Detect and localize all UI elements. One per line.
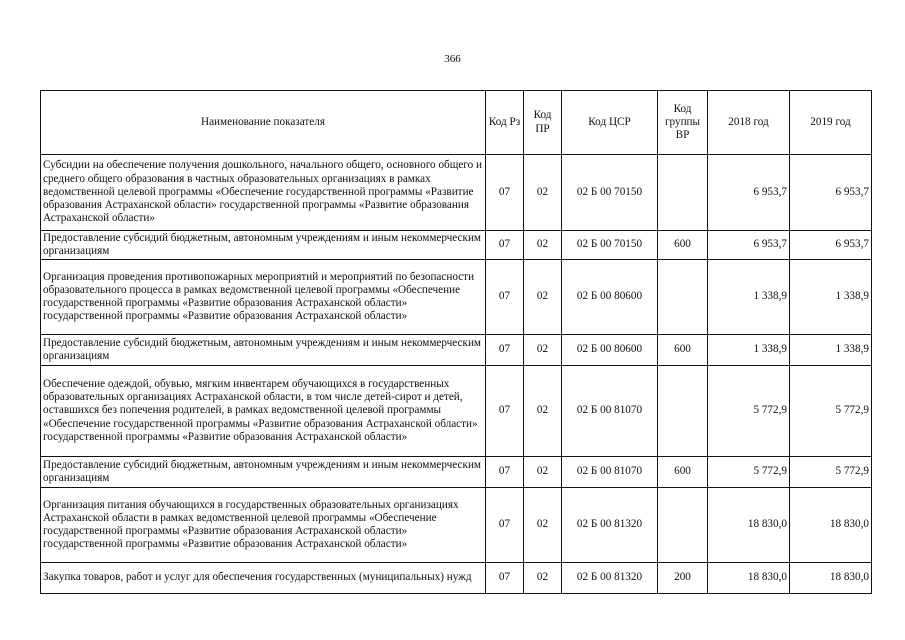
row-pr: 02	[524, 563, 562, 594]
row-rz: 07	[486, 457, 524, 488]
row-2018: 1 338,9	[708, 260, 790, 335]
row-name: Обеспечение одеждой, обувью, мягким инвентарем обучающихся в государственных образовательных организациях Астраханской области, в том числе детей-сирот и детей, оставшихся без попечения родителей, в рамках ведомственной целевой программы «Обеспечение государственной программы «Развитие образования Астраханской области» государственной программы «Развитие образования Астраханской области»	[41, 366, 486, 457]
row-csr: 02 Б 00 81320	[562, 563, 658, 594]
table-row	[41, 563, 872, 594]
row-2019: 5 772,9	[790, 366, 872, 457]
row-pr: 02	[524, 488, 562, 563]
row-csr: 02 Б 00 70150	[562, 155, 658, 231]
row-csr: 02 Б 00 80600	[562, 335, 658, 366]
row-2018: 5 772,9	[708, 457, 790, 488]
row-vr: 600	[658, 231, 708, 260]
row-vr	[658, 366, 708, 457]
header-pr: Код ПР	[524, 91, 562, 155]
row-pr: 02	[524, 335, 562, 366]
row-2019: 1 338,9	[790, 260, 872, 335]
row-csr: 02 Б 00 81320	[562, 488, 658, 563]
row-csr: 02 Б 00 81070	[562, 457, 658, 488]
row-vr	[658, 488, 708, 563]
header-vr: Код группы ВР	[658, 91, 708, 155]
row-pr: 02	[524, 260, 562, 335]
row-2019: 18 830,0	[790, 563, 872, 594]
row-vr	[658, 155, 708, 231]
row-name: Предоставление субсидий бюджетным, автономным учреждениям и иным некоммерческим организациям	[41, 457, 486, 488]
row-csr: 02 Б 00 81070	[562, 366, 658, 457]
row-vr: 600	[658, 335, 708, 366]
table-row	[41, 457, 872, 488]
row-pr: 02	[524, 155, 562, 231]
header-2019: 2019 год	[790, 91, 872, 155]
row-2018: 1 338,9	[708, 335, 790, 366]
row-csr: 02 Б 00 70150	[562, 231, 658, 260]
table-header-row	[41, 91, 872, 155]
budget-table	[40, 90, 872, 594]
table-row	[41, 488, 872, 563]
page-number: 366	[444, 53, 461, 65]
row-2019: 1 338,9	[790, 335, 872, 366]
header-rz: Код Рз	[486, 91, 524, 155]
table-row	[41, 366, 872, 457]
table-row	[41, 335, 872, 366]
row-pr: 02	[524, 457, 562, 488]
row-csr: 02 Б 00 80600	[562, 260, 658, 335]
row-vr	[658, 260, 708, 335]
row-2018: 6 953,7	[708, 231, 790, 260]
row-2019: 6 953,7	[790, 231, 872, 260]
row-name: Организация проведения противопожарных мероприятий и мероприятий по безопасности образовательного процесса в рамках ведомственной целевой программы «Обеспечение государственной программы «Развитие образования Астраханской области» государственной программы «Развитие образования Астраханской области»	[41, 260, 486, 335]
row-vr: 600	[658, 457, 708, 488]
header-csr: Код ЦСР	[562, 91, 658, 155]
row-2018: 6 953,7	[708, 155, 790, 231]
row-rz: 07	[486, 563, 524, 594]
row-name: Субсидии на обеспечение получения дошкольного, начального общего, основного общего и среднего общего образования в частных образовательных организациях в рамках ведомственной целевой программы «Обеспечение государственной программы «Развитие образования Астраханской области» государственной программы «Развитие образования Астраханской области»	[41, 155, 486, 231]
row-rz: 07	[486, 231, 524, 260]
row-2018: 5 772,9	[708, 366, 790, 457]
table-row	[41, 231, 872, 260]
row-name: Предоставление субсидий бюджетным, автономным учреждениям и иным некоммерческим организациям	[41, 231, 486, 260]
row-2019: 6 953,7	[790, 155, 872, 231]
row-rz: 07	[486, 488, 524, 563]
row-rz: 07	[486, 155, 524, 231]
row-vr: 200	[658, 563, 708, 594]
table-row	[41, 260, 872, 335]
header-name: Наименование показателя	[41, 91, 486, 155]
row-rz: 07	[486, 335, 524, 366]
row-pr: 02	[524, 231, 562, 260]
row-name: Организация питания обучающихся в государственных образовательных организациях Астраханской области в рамках ведомственной целевой программы «Обеспечение государственной программы «Развитие образования Астраханской области» государственной программы «Развитие образования Астраханской области»	[41, 488, 486, 563]
row-2018: 18 830,0	[708, 488, 790, 563]
row-2019: 5 772,9	[790, 457, 872, 488]
row-name: Предоставление субсидий бюджетным, автономным учреждениям и иным некоммерческим организациям	[41, 335, 486, 366]
header-2018: 2018 год	[708, 91, 790, 155]
row-rz: 07	[486, 260, 524, 335]
row-rz: 07	[486, 366, 524, 457]
row-2019: 18 830,0	[790, 488, 872, 563]
row-name: Закупка товаров, работ и услуг для обеспечения государственных (муниципальных) нужд	[41, 563, 486, 594]
row-pr: 02	[524, 366, 562, 457]
row-2018: 18 830,0	[708, 563, 790, 594]
table-row	[41, 155, 872, 231]
